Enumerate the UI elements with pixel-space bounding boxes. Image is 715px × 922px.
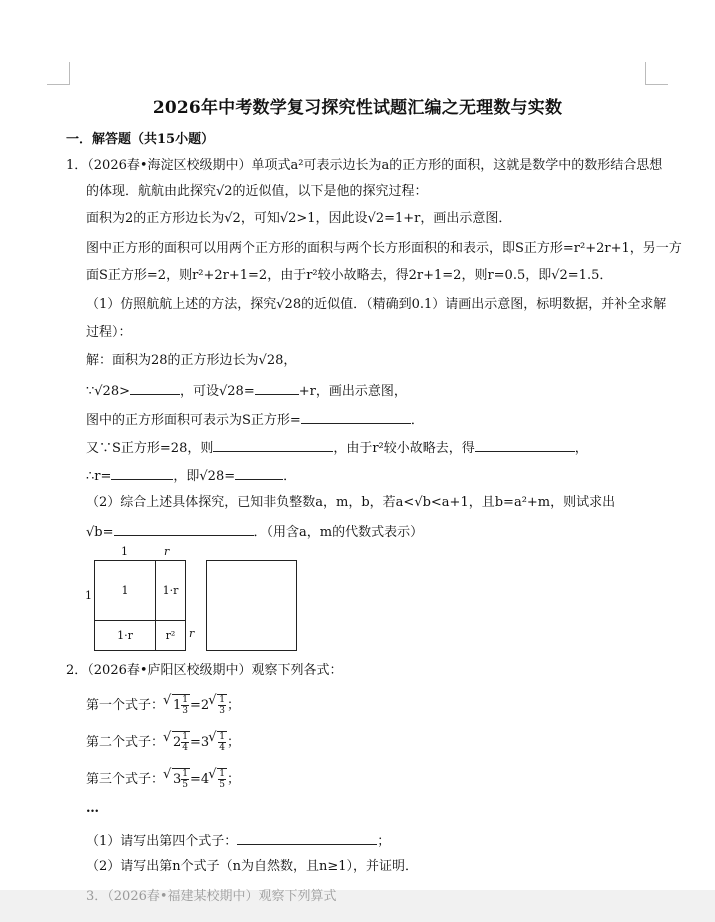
cell-top-right-label: 1·r bbox=[162, 584, 179, 597]
q1-line-12-text-b: ，即√28= bbox=[173, 469, 236, 484]
q2-ellipsis: … bbox=[86, 801, 99, 816]
cell-bottom-right-label: r² bbox=[165, 629, 176, 642]
q1-line-12-text-a: ∴r= bbox=[86, 469, 112, 484]
q1-line-4: 图中正方形的面积可以用两个正方形的面积与两个长方形面积的和表示，即S正方形=r²+2r+1，另一方 bbox=[86, 241, 682, 256]
q2-example-3 bbox=[86, 768, 240, 790]
q2-part-1-end: ； bbox=[377, 834, 391, 849]
cell-top-left-label: 1 bbox=[121, 584, 129, 597]
q2-example-3-label: 第三个式子： bbox=[86, 772, 165, 787]
q1-line-11-text-c: ， bbox=[574, 441, 588, 456]
page-corner-mark-top-left bbox=[47, 62, 70, 85]
radical-1 bbox=[164, 694, 190, 716]
q1-line-11-text-a: 又∵S正方形=28，则 bbox=[86, 441, 214, 456]
radical-2 bbox=[209, 731, 227, 753]
q1-line-6: （1）仿照航航上述的方法，探究√28的近似值．（精确到0.1）请画出示意图，标明数据，并补全求解 bbox=[86, 297, 667, 312]
frac-num: √ 1 bbox=[219, 695, 225, 705]
diagram-top-label-r: r bbox=[164, 545, 170, 558]
diagram-cell-top-right bbox=[155, 560, 186, 621]
empty-drawing-square bbox=[206, 560, 297, 651]
answer-blank-6[interactable] bbox=[111, 465, 173, 480]
answer-blank-1[interactable] bbox=[130, 380, 180, 395]
whole-part: 1 bbox=[173, 698, 182, 713]
q2-part-1 bbox=[86, 830, 390, 851]
frac-den: 5 bbox=[182, 780, 189, 790]
answer-blank-5[interactable] bbox=[475, 437, 575, 452]
frac-num: 1 bbox=[182, 769, 189, 779]
equals-part: =4 bbox=[190, 772, 210, 787]
q2-example-2-label: 第二个式子： bbox=[86, 735, 165, 750]
equals-part: =2 bbox=[190, 698, 210, 713]
q1-line-7: 过程）： bbox=[86, 325, 132, 340]
q1-line-13: （2）综合上述具体探究，已知非负整数a，m，b，若a<√b<a+1，且b=a²+m，则试求出 bbox=[86, 495, 616, 510]
diagram-right-label-r: r bbox=[189, 627, 195, 640]
frac-den: 5 bbox=[219, 780, 225, 790]
diagram-left-label-1: 1 bbox=[85, 589, 92, 602]
frac-den: 4 bbox=[182, 743, 189, 753]
radical-2 bbox=[209, 694, 227, 716]
answer-blank-8[interactable] bbox=[114, 521, 254, 536]
equals-part: =3 bbox=[190, 735, 210, 750]
frac-den: 4 bbox=[219, 743, 225, 753]
q2-example-2 bbox=[86, 731, 240, 753]
diagram-cell-top-left bbox=[94, 560, 156, 621]
q2-line-1: 2．（2026春•庐阳区校级期中）观察下列各式： bbox=[66, 663, 343, 678]
q1-line-2: 的体现．航航由此探究√2的近似值，以下是他的探究过程： bbox=[86, 184, 428, 199]
line-end: ； bbox=[226, 698, 240, 713]
q1-line-9-text-a: ∵√28> bbox=[86, 384, 130, 399]
page-corner-mark-top-right bbox=[645, 62, 668, 85]
q1-line-11 bbox=[86, 437, 588, 458]
q1-line-1: 1．（2026春•海淀区校级期中）单项式a²可表示边长为a的正方形的面积，这就是数学中的数形结合思想 bbox=[66, 158, 663, 173]
q1-line-8: 解：面积为28的正方形边长为√28， bbox=[86, 353, 297, 368]
frac-num: √ 1 bbox=[219, 732, 225, 742]
radical-1 bbox=[164, 731, 190, 753]
line-end: ； bbox=[226, 772, 240, 787]
line-end: ； bbox=[226, 735, 240, 750]
q1-line-9 bbox=[86, 380, 407, 401]
answer-blank-2[interactable] bbox=[255, 380, 299, 395]
q1-line-12 bbox=[86, 465, 296, 486]
q1-line-14-text-a: √b= bbox=[86, 525, 114, 540]
answer-blank-4[interactable] bbox=[213, 437, 333, 452]
frac-den: 3 bbox=[219, 706, 225, 716]
q2-example-1 bbox=[86, 694, 240, 716]
q1-line-14 bbox=[86, 521, 423, 542]
document-title: 2026年中考数学复习探究性试题汇编之无理数与实数 bbox=[152, 98, 563, 118]
q1-line-3: 面积为2的正方形边长为√2，可知√2>1，因此设√2=1+r，画出示意图． bbox=[86, 211, 512, 226]
whole-part: 2 bbox=[173, 735, 182, 750]
next-question-partial: 3．（2026春•福建某校期中）观察下列算式 bbox=[86, 889, 337, 904]
q1-line-10-text-b: ． bbox=[410, 413, 424, 428]
frac-den: 3 bbox=[182, 706, 189, 716]
q2-part-1-text: （1）请写出第四个式子： bbox=[86, 834, 238, 849]
q1-line-5: 面S正方形=2，则r²+2r+1=2，由于r²较小故略去，得2r+1=2，则r=0.5，即√2=1.5． bbox=[86, 268, 613, 283]
q1-line-10 bbox=[86, 409, 424, 430]
frac-num: 1 bbox=[182, 732, 189, 742]
whole-part: 3 bbox=[173, 772, 182, 787]
diagram-top-label-1: 1 bbox=[121, 545, 128, 558]
q1-line-9-text-b: ，可设√28= bbox=[180, 384, 255, 399]
section-heading: 一．解答题（共15小题） bbox=[66, 132, 215, 147]
q2-example-1-label: 第一个式子： bbox=[86, 698, 165, 713]
answer-blank-3[interactable] bbox=[301, 409, 411, 424]
q1-line-12-text-c: ． bbox=[283, 469, 297, 484]
q1-line-14-text-b: ．（用含a，m的代数式表示） bbox=[253, 525, 424, 540]
q1-line-10-text-a: 图中的正方形面积可表示为S正方形= bbox=[86, 413, 301, 428]
cell-bottom-left-label: 1·r bbox=[117, 629, 133, 642]
answer-blank-9[interactable] bbox=[237, 830, 377, 845]
q2-part-2: （2）请写出第n个式子（n为自然数，且n≥1），并证明． bbox=[86, 859, 419, 874]
frac-num: √ 1 bbox=[219, 769, 225, 779]
frac-num: 1 bbox=[182, 695, 189, 705]
radical-2 bbox=[209, 768, 227, 790]
diagram-cell-bottom-left bbox=[94, 620, 156, 651]
q1-line-9-text-c: +r，画出示意图， bbox=[298, 384, 407, 399]
radical-1 bbox=[164, 768, 190, 790]
q1-line-11-text-b: ，由于r²较小故略去，得 bbox=[333, 441, 475, 456]
answer-blank-7[interactable] bbox=[235, 465, 283, 480]
diagram-cell-bottom-right bbox=[155, 620, 186, 651]
